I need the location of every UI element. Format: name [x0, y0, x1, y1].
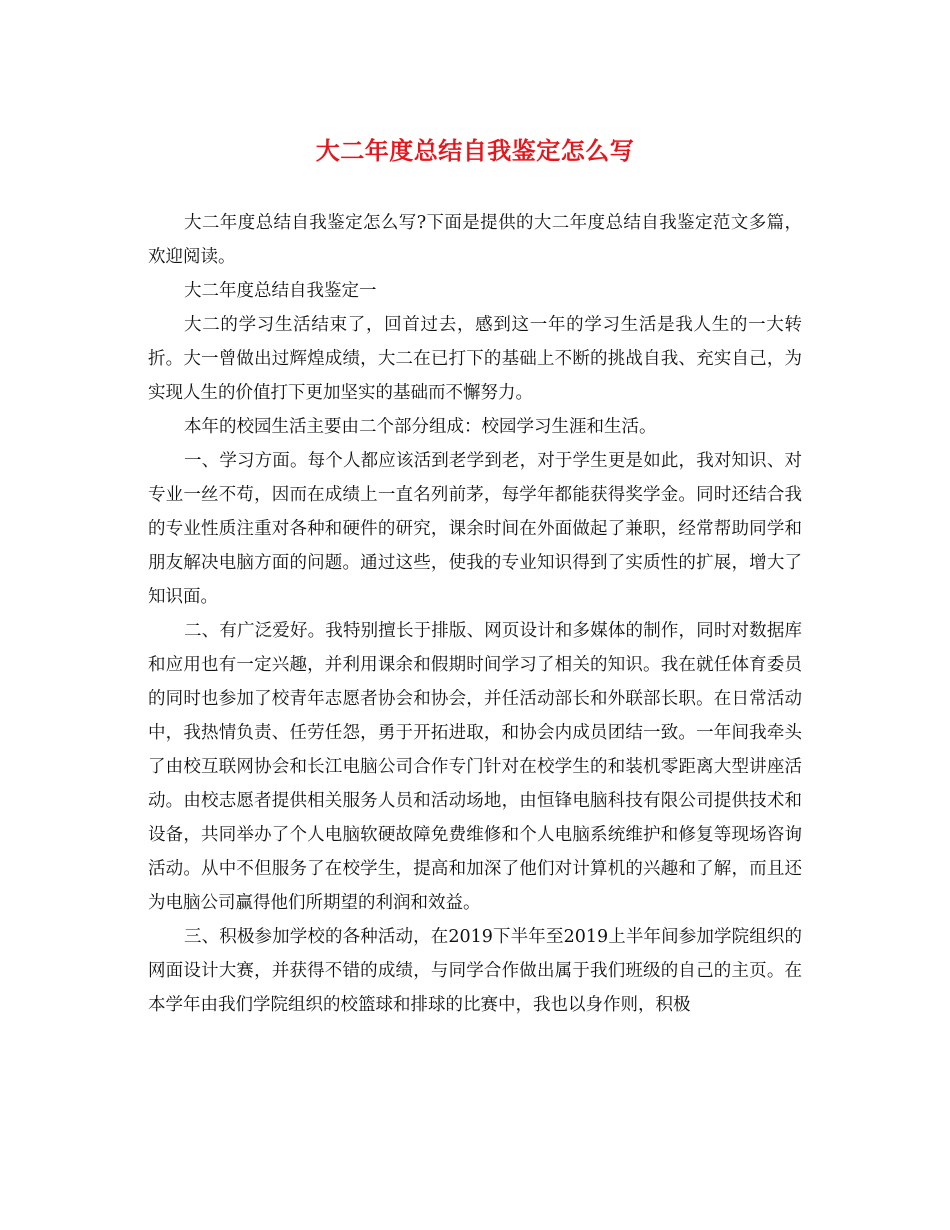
body-paragraph: 三、积极参加学校的各种活动，在2019下半年至2019上半年间参加学院组织的网面设计大赛，并获得不错的成绩，与同学合作做出属于我们班级的自己的主页。在本学年由我们学院组织的校篮球和排球的比赛中，我也以身作则，积极 [148, 927, 802, 1015]
intro-paragraph: 大二年度总结自我鉴定怎么写?下面是提供的大二年度总结自我鉴定范文多篇，欢迎阅读。 [148, 213, 802, 267]
document-title: 大二年度总结自我鉴定怎么写 [315, 136, 635, 165]
body-paragraph: 二、有广泛爱好。我特别擅长于排版、网页设计和多媒体的制作，同时对数据库和应用也有一定兴趣，并利用课余和假期时间学习了相关的知识。我在就任体育委员的同时也参加了校青年志愿者协会和协会，并任活动部长和外联部长职。在日常活动中，我热情负责、任劳任怨，勇于开拓进取，和协会内成员团结一致。一年间我牵头了由校互联网协会和长江电脑公司合作专门针对在校学生的和装机零距离大型讲座活动。由校志愿者提供相关服务人员和活动场地，由恒锋电脑科技有限公司提供技术和设备，共同举办了个人电脑软硬故障免费维修和个人电脑系统维护和修复等现场咨询活动。从中不但服务了在校学生，提高和加深了他们对计算机的兴趣和了解，而且还为电脑公司赢得他们所期望的利润和效益。 [148, 621, 802, 913]
body-paragraph: 本年的校园生活主要由二个部分组成：校园学习生涯和生活。 [184, 417, 657, 437]
section-heading: 大二年度总结自我鉴定一 [184, 281, 377, 301]
document-body [148, 206, 802, 1022]
body-paragraph: 一、学习方面。每个人都应该活到老学到老，对于学生更是如此，我对知识、对专业一丝不苟，因而在成绩上一直名列前茅，每学年都能获得奖学金。同时还结合我的专业性质注重对各种和硬件的研究，课余时间在外面做起了兼职，经常帮助同学和朋友解决电脑方面的问题。通过这些，使我的专业知识得到了实质性的扩展，增大了知识面。 [148, 451, 802, 607]
body-paragraph: 大二的学习生活结束了，回首过去，感到这一年的学习生活是我人生的一大转折。大一曾做出过辉煌成绩，大二在已打下的基础上不断的挑战自我、充实自己，为实现人生的价值打下更加坚实的基础而不懈努力。 [148, 315, 802, 403]
